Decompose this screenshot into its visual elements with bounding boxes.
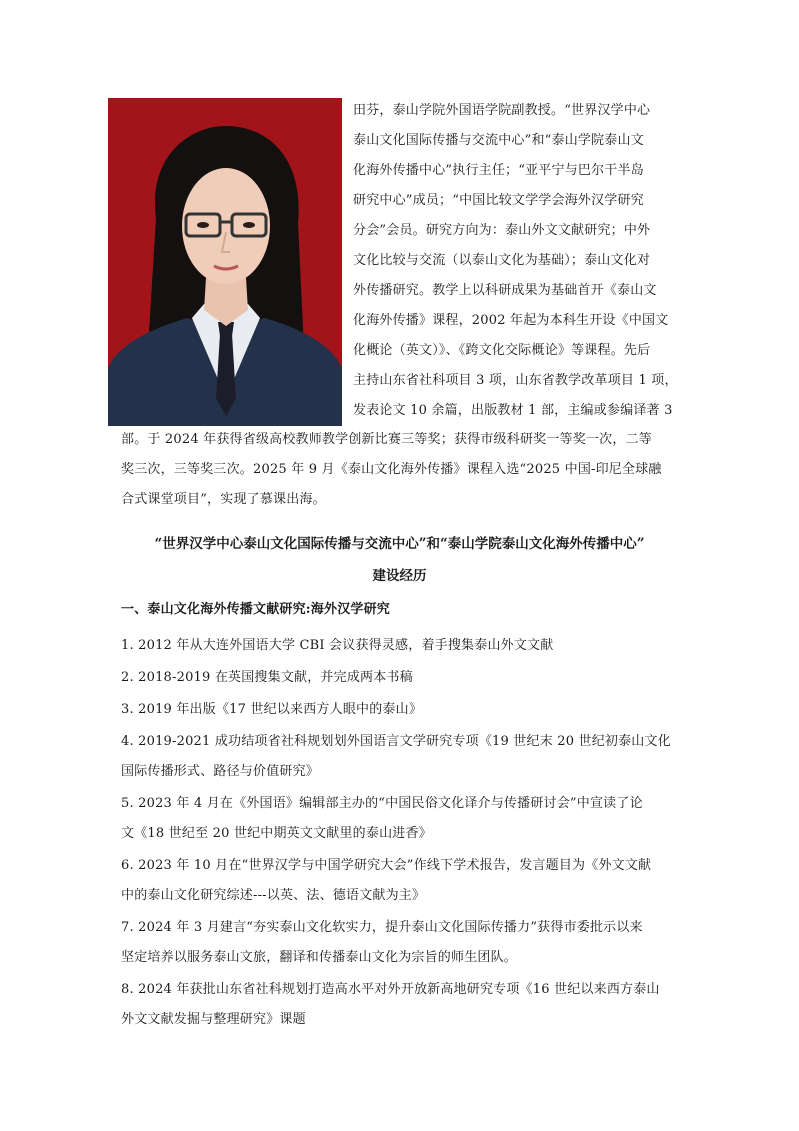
bio-line: 发表论文 10 余篇，出版教材 1 部，主编或参编译著 3 [353, 403, 673, 418]
list-item: 中的泰山文化研究综述---以英、法、德语文献为主》 [121, 888, 426, 903]
bio-line: 研究中心”成员；“中国比较文学学会海外汉学研究 [353, 193, 644, 208]
bio-line: 泰山文化国际传播与交流中心”和“泰山学院泰山文 [353, 133, 644, 148]
list-item: 8. 2024 年获批山东省社科规划打造高水平对外开放新高地研究专项《16 世纪以来西方泰山 [121, 982, 660, 997]
list-item: 5. 2023 年 4 月在《外国语》编辑部主办的“中国民俗文化译介与传播研讨会”中宣读了论 [121, 796, 643, 811]
bio-line: 合式课堂项目”，实现了慕课出海。 [121, 492, 326, 507]
bio-line: 部。于 2024 年获得省级高校教师教学创新比赛三等奖；获得市级科研奖一等奖一次，二等 [121, 432, 652, 447]
list-item: 4. 2019-2021 成功结项省社科规划划外国语言文学研究专项《19 世纪末 20 世纪初泰山文化 [121, 734, 671, 749]
bio-line: 外传播研究。教学上以科研成果为基础首开《泰山文 [353, 283, 657, 298]
list-item: 坚定培养以服务泰山文旅，翻译和传播泰山文化为宗旨的师生团队。 [121, 950, 518, 965]
bio-line: 化概论（英文）》、《跨文化交际概论》等课程。先后 [353, 343, 651, 358]
bio-line: 化海外传播中心”执行主任；“亚平宁与巴尔干半岛 [353, 163, 644, 178]
list-item: 2. 2018-2019 在英国搜集文献，并完成两本书稿 [121, 670, 413, 685]
bio-line: 分会”会员。研究方向为：泰山外文文献研究；中外 [353, 223, 651, 238]
list-item: 1. 2012 年从大连外国语大学 CBI 会议获得灵感，着手搜集泰山外文文献 [121, 638, 554, 653]
bio-line: 化海外传播》课程，2002 年起为本科生开设《中国文 [353, 313, 669, 328]
list-item: 7. 2024 年 3 月建言“夯实泰山文化软实力，提升泰山文化国际传播力”获得市委批示以来 [121, 920, 643, 935]
section-heading: 一、泰山文化海外传播文献研究:海外汉学研究 [121, 602, 390, 617]
list-item: 6. 2023 年 10 月在“世界汉学与中国学研究大会”作线下学术报告，发言题目为《外文文献 [121, 858, 652, 873]
list-item: 3. 2019 年出版《17 世纪以来西方人眼中的泰山》 [121, 702, 423, 717]
bio-line: 奖三次，三等奖三次。2025 年 9 月《泰山文化海外传播》课程入选“2025 中国-印尼全球融 [121, 462, 662, 477]
section-title: “世界汉学中心泰山文化国际传播与交流中心”和“泰山学院泰山文化海外传播中心” [154, 536, 645, 552]
list-item: 外文文献发掘与整理研究》课题 [121, 1012, 306, 1027]
bio-line: 田芬，泰山学院外国语学院副教授。“世界汉学中心 [353, 103, 651, 118]
bio-line: 主持山东省社科项目 3 项，山东省教学改革项目 1 项， [353, 373, 678, 388]
section-subtitle: 建设经历 [372, 568, 427, 584]
bio-line: 文化比较与交流（以泰山文化为基础）；泰山文化对 [353, 253, 651, 268]
list-item: 文《18 世纪至 20 世纪中期英文文献里的泰山进香》 [121, 826, 432, 841]
portrait-photo [108, 98, 342, 426]
list-item: 国际传播形式、路径与价值研究》 [121, 764, 320, 779]
